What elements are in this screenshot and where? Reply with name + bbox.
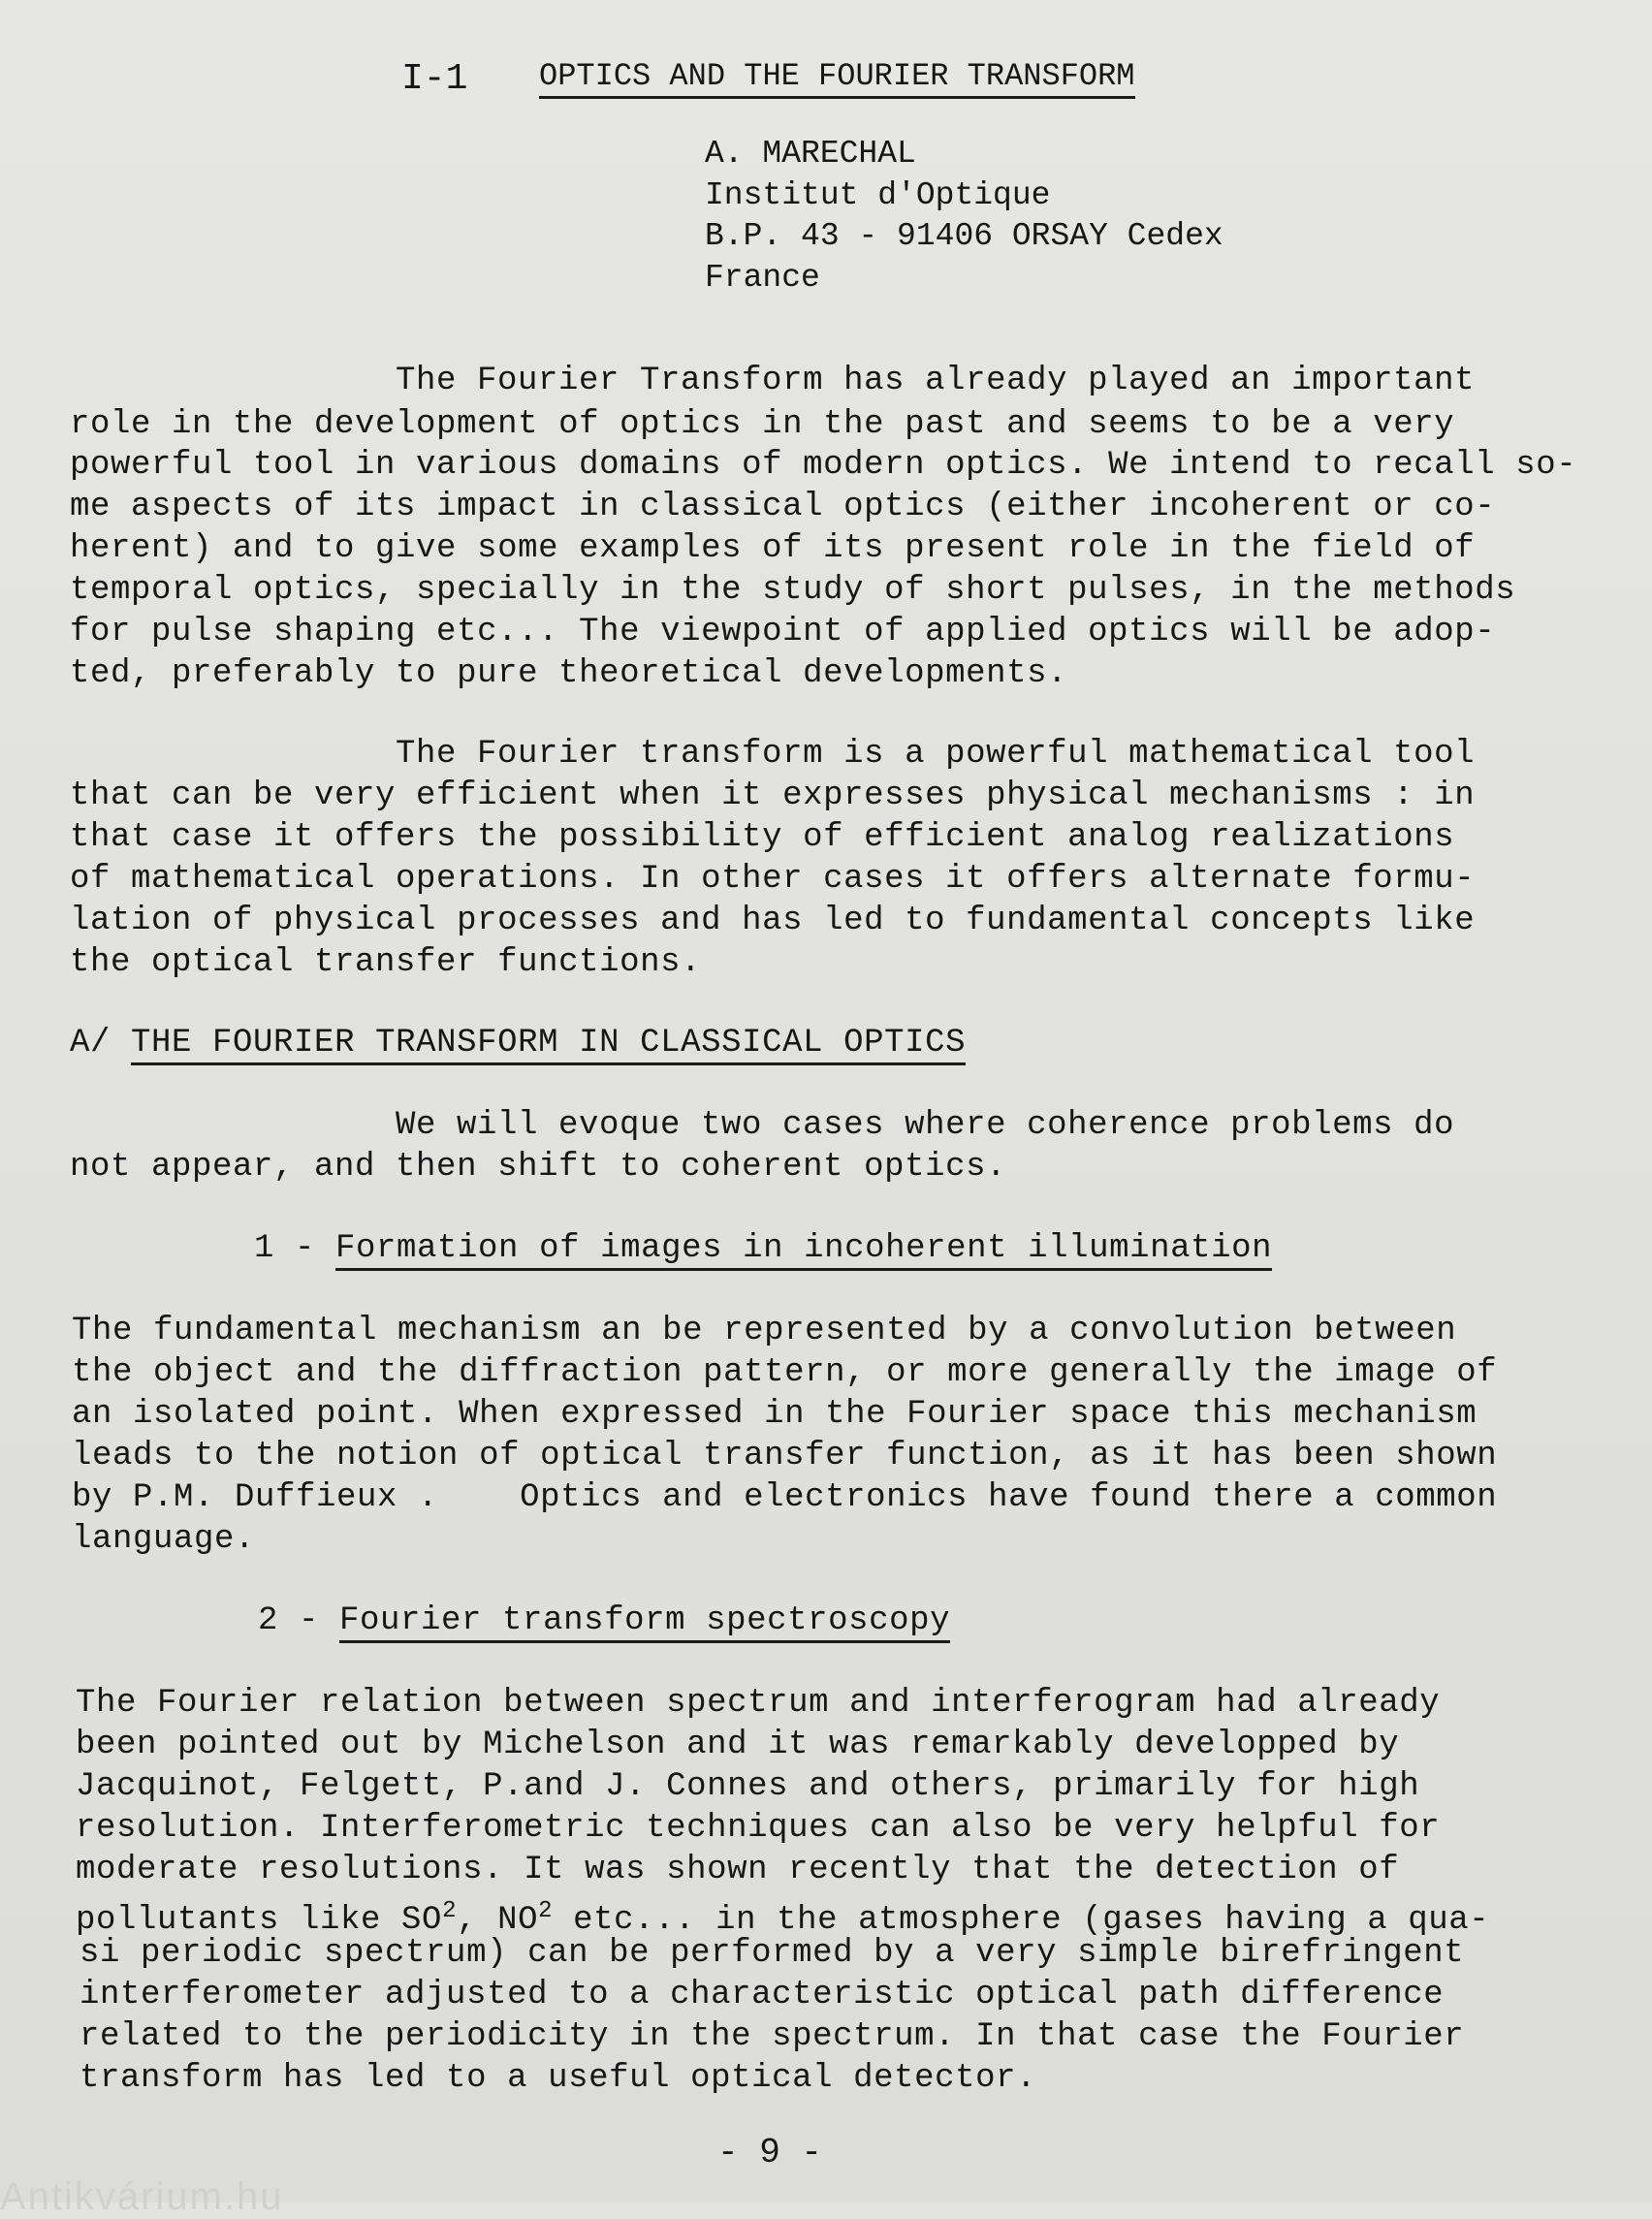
para1-line: me aspects of its impact in classical optics (either incoherent or co- (70, 489, 1496, 525)
para2-line: of mathematical operations. In other cases it offers alternate formu- (70, 861, 1476, 898)
para5-line: The Fourier relation between spectrum and interferogram had already (76, 1685, 1441, 1722)
para1-line: temporal optics, specially in the study of short pulses, in the methods (70, 572, 1516, 609)
subsection-1-title: Formation of images in incoherent illumination (335, 1230, 1272, 1271)
subsection-1-heading (254, 1229, 1272, 1268)
page-number: - 9 - (717, 2133, 823, 2172)
author-name: A. MARECHAL (705, 136, 916, 172)
subsection-2-heading (258, 1601, 950, 1640)
para2-line: that case it offers the possibility of efficient analog realizations (70, 819, 1455, 856)
para1-line: role in the development of optics in the past and seems to be a very (70, 406, 1455, 443)
para3-line: We will evoque two cases where coherence problems do (396, 1107, 1455, 1144)
para5-line: interferometer adjusted to a characteristic optical path difference (79, 1977, 1445, 2013)
para1-line: The Fourier Transform has already played an important (396, 363, 1476, 399)
para2-line: lation of physical processes and has led to fundamental concepts like (70, 903, 1476, 939)
para5-line: Jacquinot, Felgett, P.and J. Connes and others, primarily for high (76, 1768, 1420, 1805)
subsection-1-prefix: 1 - (254, 1230, 316, 1267)
section-a-title: THE FOURIER TRANSFORM IN CLASSICAL OPTICS (131, 1025, 966, 1065)
superscript: 2 (442, 1898, 458, 1924)
para1-line: herent) and to give some examples of its present role in the field of (70, 530, 1476, 567)
para5-line-formula (76, 1892, 1489, 1940)
para5-line: transform has led to a useful optical detector. (79, 2060, 1037, 2097)
para2-line: that can be very efficient when it expresses physical mechanisms : in (70, 777, 1476, 814)
author-address: B.P. 43 - 91406 ORSAY Cedex (705, 218, 1223, 254)
para4-line: the object and the diffraction pattern, or more generally the image of (72, 1354, 1498, 1391)
para5-line: related to the periodicity in the spectrum. In that case the Fourier (79, 2018, 1465, 2055)
para4-line: language. (72, 1521, 256, 1558)
para1-line: powerful tool in various domains of modern optics. We intend to recall so- (70, 447, 1577, 484)
para2-line: the optical transfer functions. (70, 944, 702, 981)
para5-line: resolution. Interferometric techniques can also be very helpful for (76, 1810, 1441, 1847)
author-country: France (705, 260, 820, 296)
para3-line: not appear, and then shift to coherent optics. (70, 1149, 1007, 1186)
para4-line: The fundamental mechanism an be represented by a convolution between (72, 1313, 1457, 1349)
subsection-2-title: Fourier transform spectroscopy (339, 1602, 950, 1643)
subsection-2-prefix: 2 - (258, 1602, 320, 1639)
para1-line: ted, preferably to pure theoretical developments. (70, 655, 1068, 692)
para5-line: been pointed out by Michelson and it was remarkably developped by (76, 1727, 1400, 1763)
para1-line: for pulse shaping etc... The viewpoint of applied optics will be adop- (70, 614, 1496, 650)
para5-line: moderate resolutions. It was shown recently that the detection of (76, 1852, 1400, 1888)
text-run: pollutants like SO (76, 1902, 443, 1939)
paper-title: OPTICS AND THE FOURIER TRANSFORM (539, 58, 1135, 99)
para2-line: The Fourier transform is a powerful mathematical tool (396, 736, 1476, 773)
author-institute: Institut d'Optique (705, 177, 1051, 213)
text-run: , NO (457, 1902, 539, 1939)
superscript: 2 (538, 1898, 554, 1924)
para4-line: leads to the notion of optical transfer function, as it has been shown (72, 1438, 1498, 1474)
watermark: Antikvárium.hu (0, 2175, 284, 2218)
para4-line: an isolated point. When expressed in the Fourier space this mechanism (72, 1396, 1477, 1433)
para5-line: si periodic spectrum) can be performed by a very simple birefringent (79, 1935, 1465, 1972)
para4-line: by P.M. Duffieux . Optics and electronics have found there a common (72, 1479, 1498, 1516)
section-a-heading (70, 1024, 966, 1062)
section-a-prefix: A/ (70, 1025, 111, 1062)
section-number: I-1 (401, 58, 468, 100)
text-run: etc... in the atmosphere (gases having a qua- (553, 1902, 1490, 1939)
